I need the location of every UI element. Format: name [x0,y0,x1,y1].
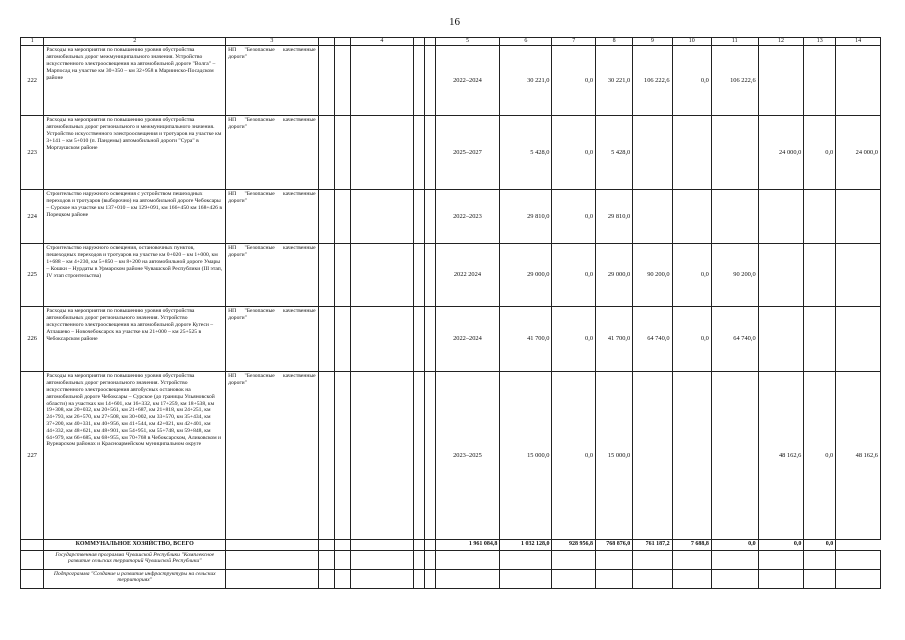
col-header [318,38,334,46]
table-row [21,116,881,190]
row-description: Расходы на мероприятия по повышению уровня обустройства автомобильных дорог регионального и межмуниципального значения. Устройство искусственного электроосвещения и тротуаров на участке км 3+141 – км 5+010 (п. Пандемы) автомобильной дороги "Сура" в Моргаушском районе [44,116,226,190]
row-responsible: НП "Безопасные качественные дороги" [226,244,318,307]
row-responsible: НП "Безопасные качественные дороги" [226,372,318,540]
col-header: 13 [804,38,836,46]
cell-col13: 0,0 [804,372,836,540]
row-responsible: НП "Безопасные качественные дороги" [226,307,318,372]
cell-col7: 0,0 [552,307,596,372]
table-row [21,372,881,540]
col-header [414,38,425,46]
cell-col11: 106 222,6 [711,46,758,116]
cell-col6: 15 000,0 [500,372,552,540]
cell-col13 [804,46,836,116]
budget-table [20,37,881,589]
col-header: 7 [552,38,596,46]
col-header: 3 [226,38,318,46]
col-header: 10 [672,38,711,46]
col-header: 2 [44,38,226,46]
cell-col8: 5 428,0 [596,116,633,190]
table-row [21,307,881,372]
cell-col12: 24 000,0 [758,116,804,190]
col-header: 12 [758,38,804,46]
program-title: Государственная программа Чувашской Республики "Комплексное развитие сельских территорий Чувашской Республики" [44,550,226,569]
total-col5: 1 961 084,8 [435,540,500,550]
total-col12: 0,0 [758,540,804,550]
cell-col12 [758,307,804,372]
row-number: 224 [21,190,44,244]
row-description: Строительство наружного освещения, остановочных пунктов, пешеходных переходов и тротуаров на участке км 0+020 – км 1+000, км 1+688 – км 4+230, км 5+850 – км 8+200 на автомобильной дороге Умары – Кошки – Нурдаты в Урмарском районе Чувашской Республики (III этап, IV этап строительства) [44,244,226,307]
cell-col6: 41 700,0 [500,307,552,372]
table-row [21,244,881,307]
total-col13: 0,0 [804,540,836,550]
cell-col8: 29 000,0 [596,244,633,307]
cell-col10: 0,0 [672,46,711,116]
col-header [424,38,435,46]
col-header: 6 [500,38,552,46]
row-description: Расходы на мероприятия по повышению уровня обустройства автомобильных дорог регионального значения. Устройство искусственного электроосвещения на автомобильной дороге Кугеси – Атлашево – Новочебоксарск на участке км 21+000 – км 25+525 в Чебоксарском районе [44,307,226,372]
row-period: 2025–2027 [435,116,500,190]
cell-col12 [758,190,804,244]
row-description: Расходы на мероприятия по повышению уровня обустройства автомобильных дорог регионального значения. Устройство искусственного электроосвещения автобусных остановок на автомобильной дороге Чебоксары – Сурское (до границы Ульяновской области) на участках км 14+601, км 16+332, км 17+259, км 18+538, км 19+308, км 20+032, км 20+561, км 21+687, км 21+818, км 24+251, км 24+793, км 26+570, км 27+508, км 30+002, км 33+570, км 35+434, км 37+200, км 40+331, км 40+956, км 41+544, км 42+021, км 42+401, км 44+332, км 48+621, км 48+901, км 54+951, км 55+748, км 59+848, км 64+979, км 66+685, км 68+955, км 70+768 в Чебоксарском, Аликовском и Вурнарском районах и Красноармейском муниципальном округе [44,372,226,540]
cell-col8: 29 810,0 [596,190,633,244]
cell-col9: 106 222,6 [633,46,672,116]
cell-col12 [758,46,804,116]
cell-col14 [836,190,881,244]
total-col8: 768 876,0 [596,540,633,550]
row-period: 2022 2024 [435,244,500,307]
row-number: 226 [21,307,44,372]
row-number: 223 [21,116,44,190]
cell-col13 [804,190,836,244]
cell-col7: 0,0 [552,190,596,244]
cell-col14: 24 000,0 [836,116,881,190]
cell-col7: 0,0 [552,372,596,540]
cell-col6: 30 221,0 [500,46,552,116]
cell-col8: 30 221,0 [596,46,633,116]
col-header [334,38,350,46]
row-number: 225 [21,244,44,307]
row-number: 227 [21,372,44,540]
subprogram-title: Подпрограмма "Создание и развитие инфраструктуры на сельских территориях" [44,569,226,588]
cell-col12: 48 162,6 [758,372,804,540]
col-header: 14 [836,38,881,46]
cell-col9 [633,116,672,190]
col-header: 5 [435,38,500,46]
cell-col14 [836,46,881,116]
col-header: 4 [350,38,414,46]
cell-col14 [836,307,881,372]
cell-col6: 29 810,0 [500,190,552,244]
page-number: 16 [449,16,460,28]
cell-col7: 0,0 [552,116,596,190]
row-period: 2022–2024 [435,307,500,372]
row-responsible: НП "Безопасные качественные дороги" [226,46,318,116]
cell-col10 [672,116,711,190]
cell-col14 [836,244,881,307]
cell-col9: 90 200,0 [633,244,672,307]
cell-col7: 0,0 [552,46,596,116]
row-period: 2023–2025 [435,372,500,540]
cell-col8: 41 700,0 [596,307,633,372]
total-col11: 0,0 [711,540,758,550]
col-header: 8 [596,38,633,46]
cell-col14: 48 162,6 [836,372,881,540]
cell-col13 [804,307,836,372]
cell-col12 [758,244,804,307]
cell-col13: 0,0 [804,116,836,190]
row-description: Расходы на мероприятия по повышению уровня обустройства автомобильных дорог межмуниципального значения. Устройство искусственного электроосвещения на автомобильной дороге "Волга" – Марпосад на участке км 30+350 – км 32+958 в Мариинско-Посадском районе [44,46,226,116]
cell-col8: 15 000,0 [596,372,633,540]
cell-col9 [633,190,672,244]
subprogram-row [21,569,881,588]
cell-col6: 5 428,0 [500,116,552,190]
program-row [21,550,881,569]
row-responsible: НП "Безопасные качественные дороги" [226,190,318,244]
cell-col9 [633,372,672,540]
col-header: 1 [21,38,44,46]
total-label: КОММУНАЛЬНОЕ ХОЗЯЙСТВО, ВСЕГО [44,540,226,550]
table-row [21,190,881,244]
cell-col11 [711,372,758,540]
table-row [21,46,881,116]
cell-col10 [672,372,711,540]
row-responsible: НП "Безопасные качественные дороги" [226,116,318,190]
total-col6: 1 032 128,0 [500,540,552,550]
cell-col7: 0,0 [552,244,596,307]
row-period: 2022–2023 [435,190,500,244]
cell-col13 [804,244,836,307]
cell-col11: 64 740,0 [711,307,758,372]
total-col7: 928 956,8 [552,540,596,550]
cell-col11 [711,190,758,244]
total-row [21,540,881,550]
cell-col6: 29 000,0 [500,244,552,307]
col-header: 11 [711,38,758,46]
cell-col10: 0,0 [672,307,711,372]
row-number: 222 [21,46,44,116]
cell-col11: 90 200,0 [711,244,758,307]
cell-col10 [672,190,711,244]
column-numbers-row [21,38,881,46]
cell-col10: 0,0 [672,244,711,307]
row-period: 2022–2024 [435,46,500,116]
col-header: 9 [633,38,672,46]
total-col9: 761 187,2 [633,540,672,550]
row-description: Строительство наружного освещения с устройством пешеходных переходов и тротуаров (выборочно) на автомобильной дороге Чебоксары – Сурское на участке км 137+010 – км 129+091, км 166+450 км 168+426 в Порецком районе [44,190,226,244]
cell-col9: 64 740,0 [633,307,672,372]
cell-col11 [711,116,758,190]
total-col10: 7 688,8 [672,540,711,550]
